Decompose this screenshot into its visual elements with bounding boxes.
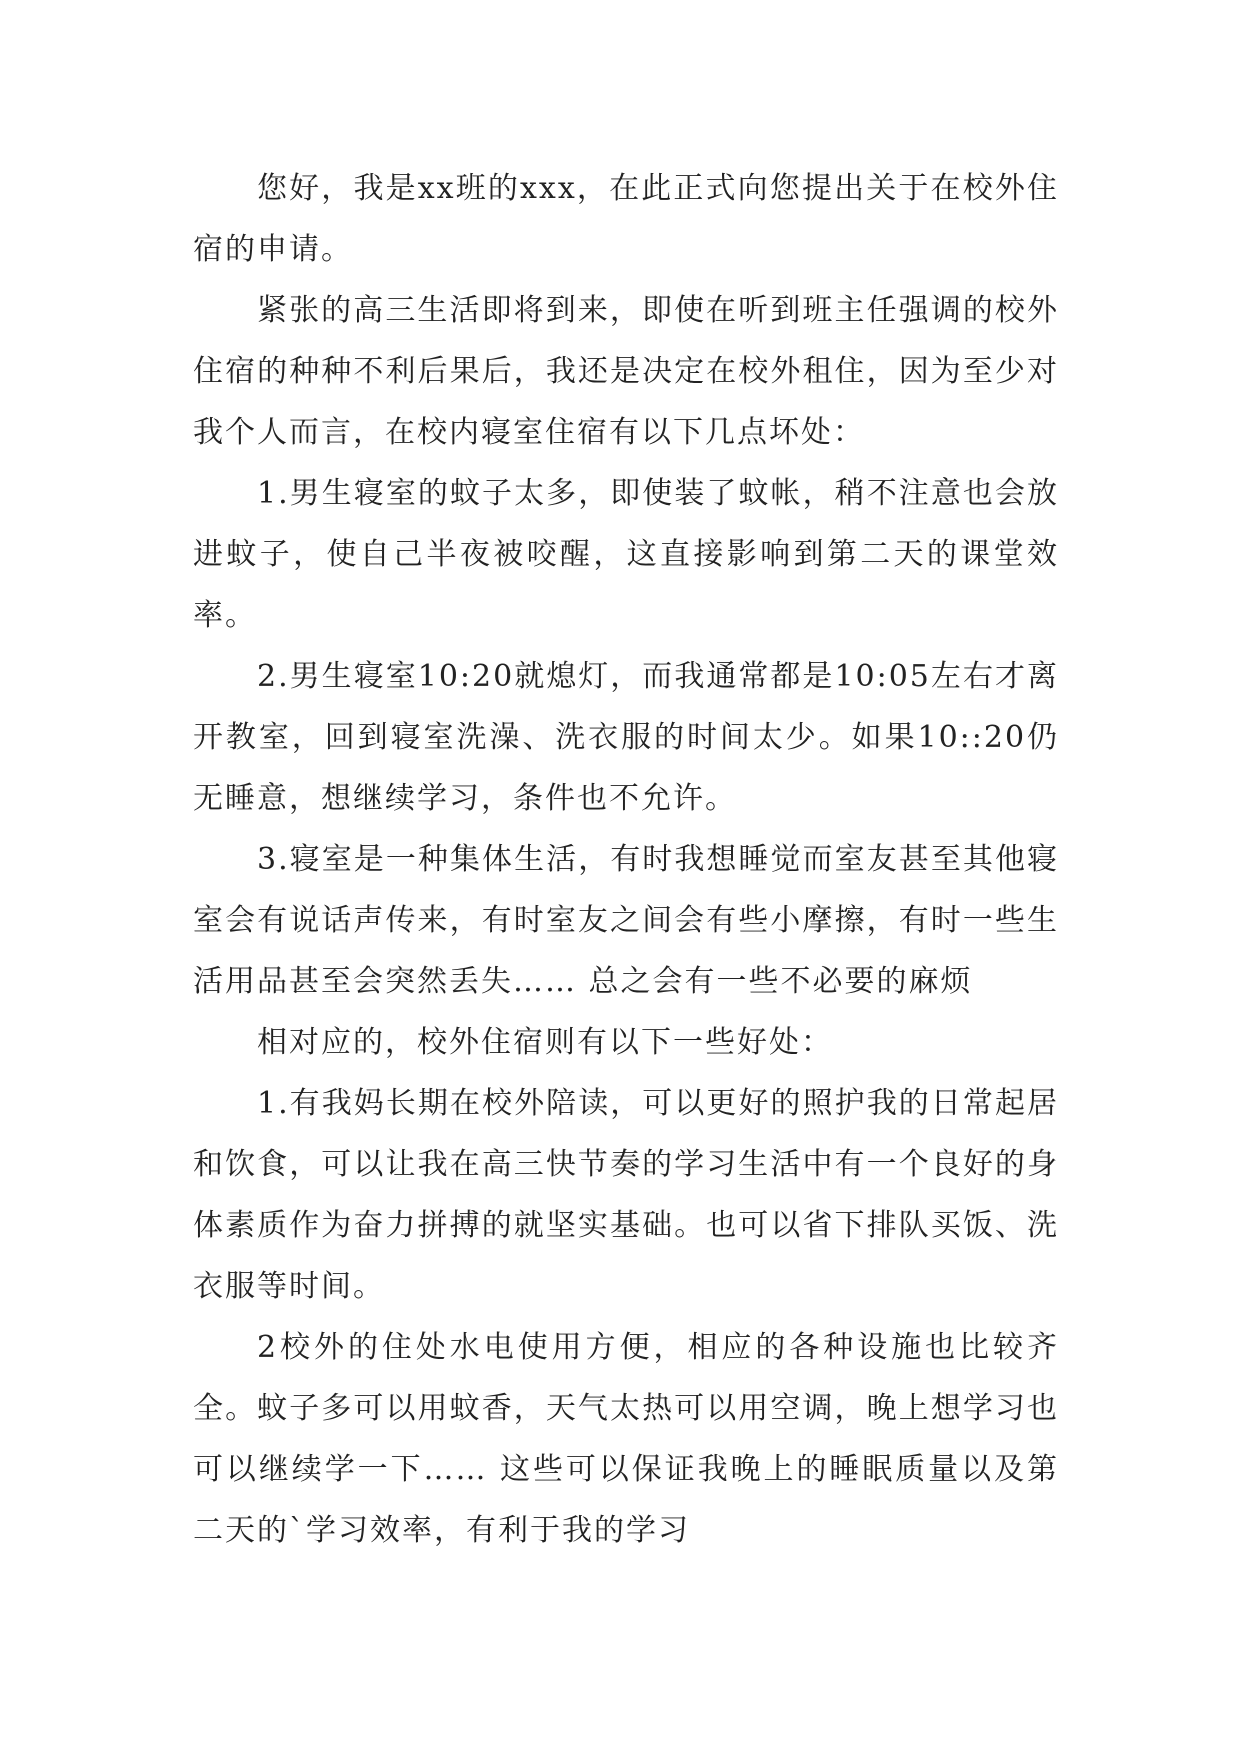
- paragraph-greeting: 您好，我是xx班的xxx，在此正式向您提出关于在校外住宿的申请。: [193, 171, 1059, 267]
- paragraph-benefit-1: 1.有我妈长期在校外陪读，可以更好的照护我的日常起居和饮食，可以让我在高三快节奏的学习生活中有一个良好的身体素质作为奋力拼搏的就坚实基础。也可以省下排队买饭、洗衣服等时间。: [193, 1086, 1059, 1304]
- paragraph-reasons-intro: 紧张的高三生活即将到来，即使在听到班主任强调的校外住宿的种种不利后果后，我还是决定在校外租住，因为至少对我个人而言，在校内寝室住宿有以下几点坏处：: [193, 293, 1059, 450]
- paragraph-drawback-1: 1.男生寝室的蚊子太多，即使装了蚊帐，稍不注意也会放进蚊子，使自己半夜被咬醒，这直接影响到第二天的课堂效率。: [193, 476, 1059, 633]
- paragraph-benefits-intro: 相对应的，校外住宿则有以下一些好处：: [257, 1025, 833, 1060]
- paragraph-drawback-3: 3.寝室是一种集体生活，有时我想睡觉而室友甚至其他寝室会有说话声传来，有时室友之间会有些小摩擦，有时一些生活用品甚至会突然丢失…… 总之会有一些不必要的麻烦: [193, 842, 1059, 999]
- paragraph-benefit-2: 2校外的住处水电使用方便，相应的各种设施也比较齐全。蚊子多可以用蚊香，天气太热可以用空调，晚上想学习也可以继续学一下…… 这些可以保证我晚上的睡眠质量以及第二天的`学习效率，有利于我的学习: [193, 1330, 1059, 1548]
- document-body: [193, 158, 1059, 1561]
- paragraph-drawback-2: 2.男生寝室10:20就熄灯，而我通常都是10:05左右才离开教室，回到寝室洗澡、洗衣服的时间太少。如果10::20仍无睡意，想继续学习，条件也不允许。: [193, 659, 1059, 816]
